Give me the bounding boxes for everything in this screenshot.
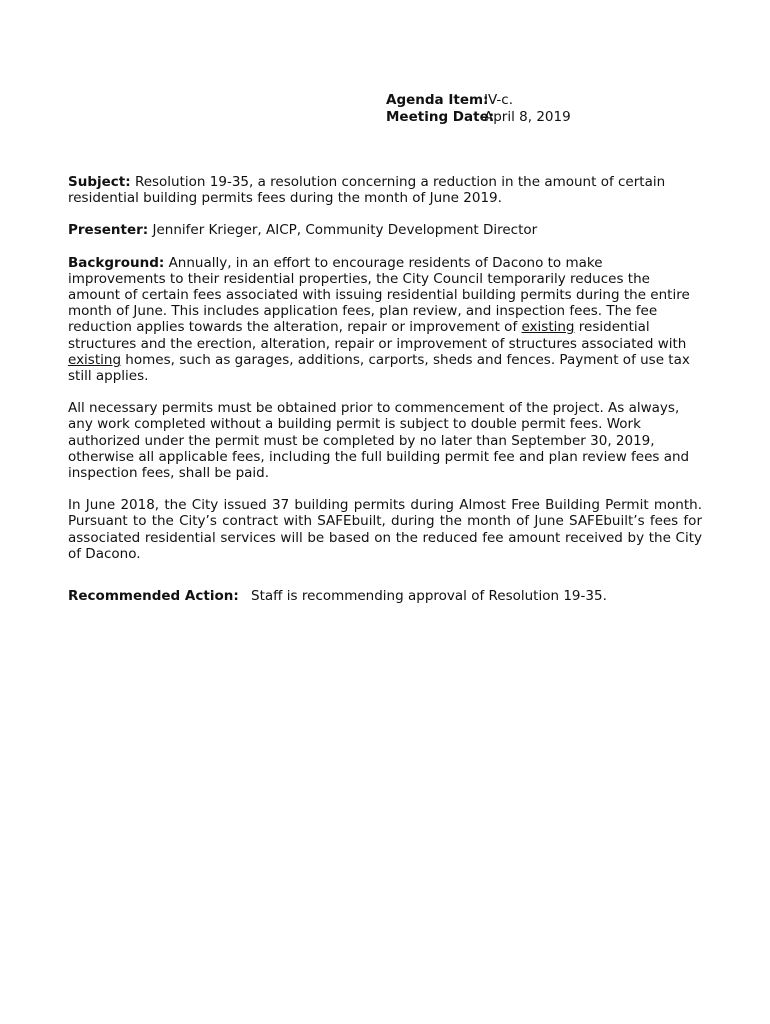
background-text-part3: homes, such as garages, additions, carports, sheds and fences. Payment of use tax still applies. — [68, 351, 690, 385]
background-text-part2: residential structures and the erection, alteration, repair or improvement of structures associated with — [68, 319, 687, 352]
agenda-item-row — [386, 92, 571, 109]
memo-body — [68, 174, 702, 620]
agenda-item-label: Agenda Item: — [386, 92, 489, 108]
subject-paragraph — [68, 174, 702, 206]
recommended-action-paragraph — [68, 588, 702, 604]
background-text-part1: Annually, in an effort to encourage residents of Dacono to make improvements to their residential properties, the City Council temporarily reduces the amount of certain fees associated with issuing residential building permits during the entire month of June. This includes application fees, plan review, and inspection fees. The fee reduction applies towards the alteration, repair or improvement of — [68, 254, 690, 336]
agenda-item-value: IV-c. — [484, 92, 514, 108]
agenda-header — [386, 92, 571, 126]
background-label: Background: — [68, 254, 165, 271]
permits-paragraph: All necessary permits must be obtained prior to commencement of the project. As always, any work completed without a building permit is subject to double permit fees. Work authorized under the permit must be completed by no later than September 30, 2019, otherwise all applicable fees, including the full building permit fee and plan review fees and inspection fees, shall be paid. — [68, 400, 690, 482]
recommended-action-text: Staff is recommending approval of Resolution 19-35. — [251, 588, 607, 605]
presenter-text: Jennifer Krieger, AICP, Community Development Director — [152, 222, 538, 239]
meeting-date-label: Meeting Date: — [386, 109, 495, 125]
june-paragraph: In June 2018, the City issued 37 building permits during Almost Free Building Permit month. Pursuant to the City’s contract with SAFEbuilt, during the month of June SAFEbuilt’s fees for associated residential services will be based on the reduced fee amount received by the City of Dacono. — [68, 497, 702, 562]
subject-text: Resolution 19-35, a resolution concerning a reduction in the amount of certain residential building permits fees during the month of June 2019. — [68, 174, 666, 207]
background-underline-existing-2: existing — [68, 351, 122, 368]
presenter-paragraph — [68, 222, 702, 238]
recommended-action-label: Recommended Action: — [68, 588, 239, 605]
presenter-label: Presenter: — [68, 222, 149, 239]
background-paragraph — [68, 255, 702, 385]
meeting-date-value: April 8, 2019 — [484, 109, 571, 125]
background-underline-existing-1: existing — [521, 319, 575, 336]
meeting-date-row — [386, 109, 571, 126]
subject-label: Subject: — [68, 174, 131, 190]
